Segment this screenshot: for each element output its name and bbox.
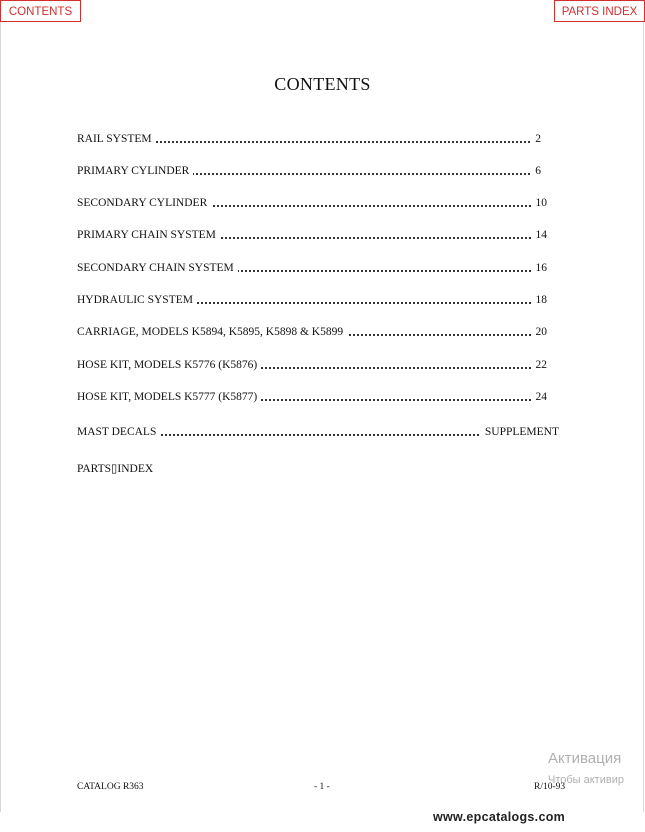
toc-item-label: RAIL SYSTEM	[77, 133, 156, 145]
toc-item-label: PRIMARY CHAIN SYSTEM	[77, 229, 220, 241]
toc-item-secondary-cylinder[interactable]	[77, 197, 547, 209]
parts-index-button[interactable]: PARTS INDEX	[554, 0, 645, 22]
toc-item-rail-system[interactable]	[77, 133, 541, 145]
footer-page-number: - 1 -	[314, 782, 330, 792]
toc-item-hose-kit-k5776[interactable]	[77, 359, 547, 371]
toc-item-page: 24	[532, 391, 548, 403]
toc-item-label: PRIMARY CYLINDER	[77, 165, 193, 177]
site-url: www.epcatalogs.com	[433, 810, 566, 824]
toc-item-label: CARRIAGE, MODELS K5894, K5895, K5898 & K5899	[77, 326, 347, 338]
toc-item-page: 10	[532, 197, 548, 209]
toc-item-page: 18	[532, 294, 548, 306]
toc-item-label: HYDRAULIC SYSTEM	[77, 294, 197, 306]
toc-item-label: HOSE KIT, MODELS K5776 (K5876)	[77, 359, 261, 371]
page-title: CONTENTS	[274, 74, 371, 94]
toc-item-page: 6	[531, 165, 541, 177]
contents-button[interactable]: CONTENTS	[0, 0, 81, 22]
toc-item-carriage[interactable]	[77, 326, 547, 338]
toc-item-page: 14	[532, 229, 548, 241]
toc-item-primary-cylinder[interactable]	[77, 165, 541, 177]
toc-item-label: SECONDARY CHAIN SYSTEM	[77, 262, 238, 274]
toc-item-hydraulic-system[interactable]	[77, 294, 547, 306]
toc-item-page: 20	[532, 326, 548, 338]
toc-item-primary-chain-system[interactable]	[77, 229, 547, 241]
toc-item-hose-kit-k5777[interactable]	[77, 391, 547, 403]
toc-item-page: 16	[532, 262, 548, 274]
activation-watermark-title: Активация	[548, 750, 622, 767]
activation-watermark-subtitle: Чтобы активир	[548, 774, 624, 786]
toc-item-page: SUPPLEMENT	[481, 426, 559, 438]
footer-revision: R/10-93	[534, 782, 566, 792]
toc-item-label: HOSE KIT, MODELS K5777 (K5877)	[77, 391, 261, 403]
toc-item-label: SECONDARY CYLINDER	[77, 197, 211, 209]
toc-item-secondary-chain-system[interactable]	[77, 262, 547, 274]
footer-catalog: CATALOG R363	[77, 782, 144, 792]
toc-item-label: MAST DECALS	[77, 426, 160, 438]
toc-item-mast-decals[interactable]	[77, 426, 559, 438]
toc-item-parts-index[interactable]: PARTS▯INDEX	[77, 463, 154, 475]
toc-item-page: 2	[531, 133, 541, 145]
toc-item-page: 22	[532, 359, 548, 371]
